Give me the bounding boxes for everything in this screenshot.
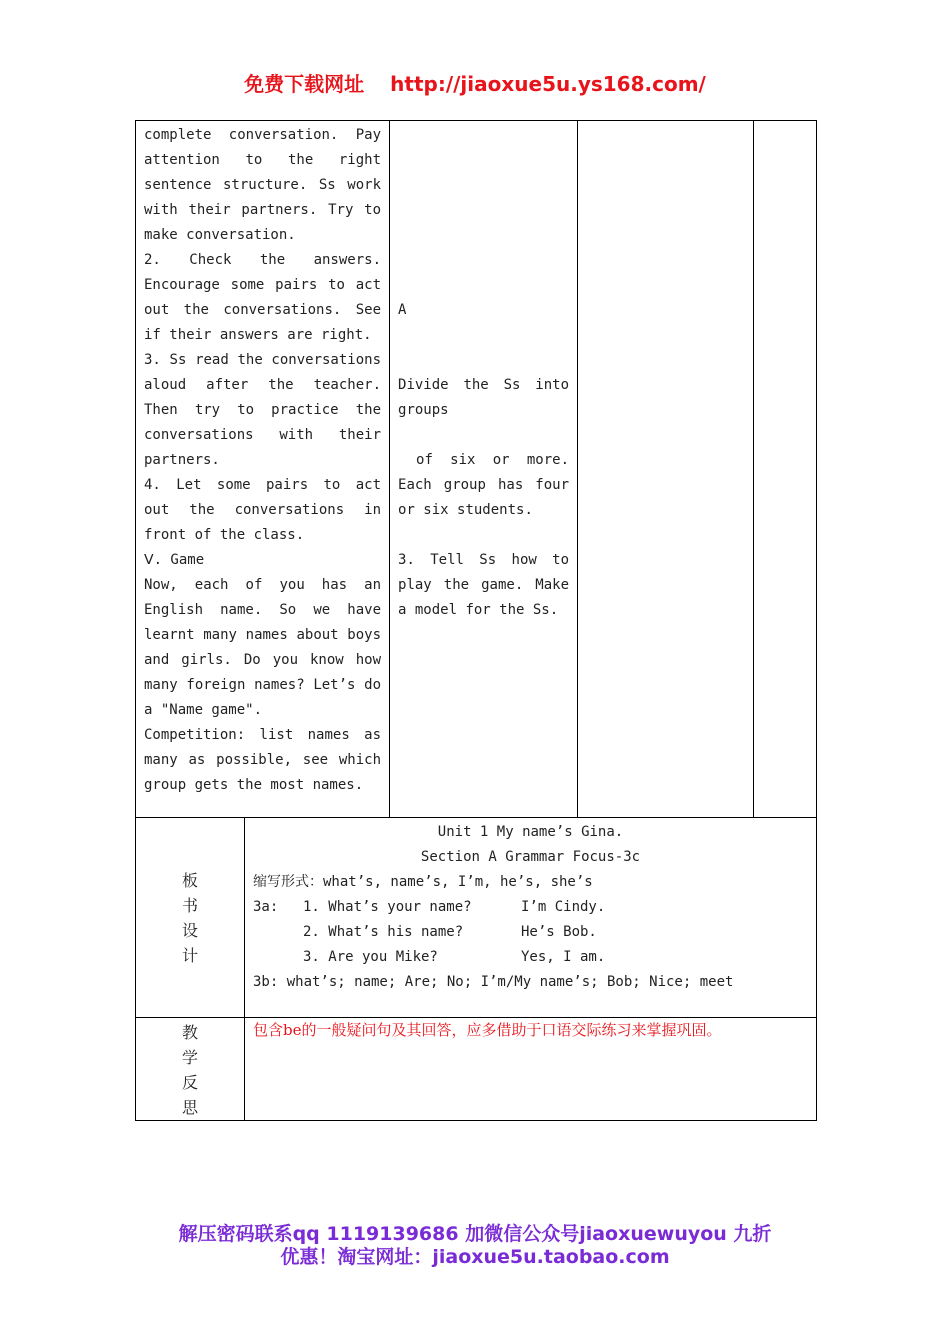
teacher-activity-line: if their answers are right. (144, 327, 372, 343)
teacher-activity-line: aloud after the teacher. (144, 377, 382, 393)
col2-six-2: Each group has four (398, 477, 570, 493)
board-label-cell (136, 818, 245, 1018)
teacher-activity-cell (136, 121, 390, 818)
student-activity-cell (390, 121, 578, 818)
col2-six-3: or six students. (398, 502, 533, 518)
board-3a-1: 3a: 1. What’s your name? I’m Cindy. (253, 899, 606, 915)
teacher-activity-line: a "Name game". (144, 702, 263, 718)
board-3a-2: 2. What’s his name? He’s Bob. (303, 924, 597, 940)
teacher-activity-line: 2. Check the answers. (144, 252, 382, 268)
board-3b: 3b: what’s; name; Are; No; I’m/My name’s; Bob; Nice; meet (253, 974, 734, 990)
lesson-plan-table (135, 120, 817, 1121)
col2-a: A (398, 302, 407, 318)
teacher-activity-line: Competition: list names as (144, 727, 382, 743)
teacher-activity-line: and girls. Do you know how (144, 652, 382, 668)
col2-divide-1: Divide the Ss into (398, 377, 570, 393)
col2-tell-3: a model for the Ss. (398, 602, 559, 618)
board-title-2: Section A Grammar Focus-3c (420, 849, 641, 865)
student-activity-text (390, 121, 577, 623)
teacher-activity-line: front of the class. (144, 527, 305, 543)
col2-tell-1: 3. Tell Ss how to (398, 552, 570, 568)
teacher-activity-line: out the conversations in (144, 502, 382, 518)
col2-six-1: of six or more. (416, 452, 570, 468)
reflection-label: 教 学 反 思 (181, 1023, 198, 1117)
teacher-activity-line: Then try to practice the (144, 402, 382, 418)
board-label: 板 书 设 计 (181, 871, 198, 965)
teacher-activity-line: 4. Let some pairs to act (144, 477, 382, 493)
teacher-activity-line: with their partners. Try to (144, 202, 382, 218)
teacher-activity-line: Now, each of you has an (144, 577, 382, 593)
teacher-activity-text (136, 121, 389, 798)
teacher-activity-line: complete conversation. Pay (144, 127, 382, 143)
footer-line-1: 解压密码联系qq 1119139686 加微信公众号jiaoxuewuyou 九折 (178, 1223, 772, 1245)
empty-cell-1 (578, 121, 754, 818)
board-title-1: Unit 1 My name’s Gina. (437, 824, 624, 840)
reflection-text: 包含be的一般疑问句及其回答，应多借助于口语交际练习来掌握巩固。 (253, 1021, 722, 1039)
teacher-activity-line: English name. So we have (144, 602, 382, 618)
teacher-activity-line: Ⅴ. Game (144, 552, 205, 568)
col2-tell-2: play the game. Make (398, 577, 570, 593)
teacher-activity-line: out the conversations. See (144, 302, 382, 318)
board-short-form: 缩写形式：what’s, name’s, I’m, he’s, she’s (253, 874, 593, 890)
teacher-activity-line: sentence structure. Ss work (144, 177, 382, 193)
board-design-row (136, 818, 817, 1018)
teacher-activity-line: 3. Ss read the conversations (144, 352, 382, 368)
procedure-row (136, 121, 817, 818)
col2-divide-2: groups (398, 402, 449, 418)
teacher-activity-line: conversations with their (144, 427, 382, 443)
teacher-activity-line: many as possible, see which (144, 752, 382, 768)
teacher-activity-line: many foreign names? Let’s do (144, 677, 382, 693)
teacher-activity-line: learnt many names about boys (144, 627, 382, 643)
empty-cell-2 (754, 121, 817, 818)
teacher-activity-line: group gets the most names. (144, 777, 364, 793)
teacher-activity-line: attention to the right (144, 152, 382, 168)
teacher-activity-line: partners. (144, 452, 220, 468)
header-url[interactable]: http://jiaoxue5u.ys168.com/ (390, 72, 706, 96)
reflection-label-cell (136, 1018, 245, 1121)
reflection-content-cell (245, 1018, 817, 1121)
board-3a-3: 3. Are you Mike? Yes, I am. (303, 949, 606, 965)
teacher-activity-line: make conversation. (144, 227, 296, 243)
teacher-activity-line: Encourage some pairs to act (144, 277, 382, 293)
page-header (0, 68, 950, 97)
board-content-cell (245, 818, 817, 1018)
header-label: 免费下载网址 (244, 72, 365, 96)
reflection-row (136, 1018, 817, 1121)
board-content (245, 818, 816, 997)
footer-line-2: 优惠！淘宝网址：jiaoxue5u.taobao.com (280, 1246, 670, 1268)
